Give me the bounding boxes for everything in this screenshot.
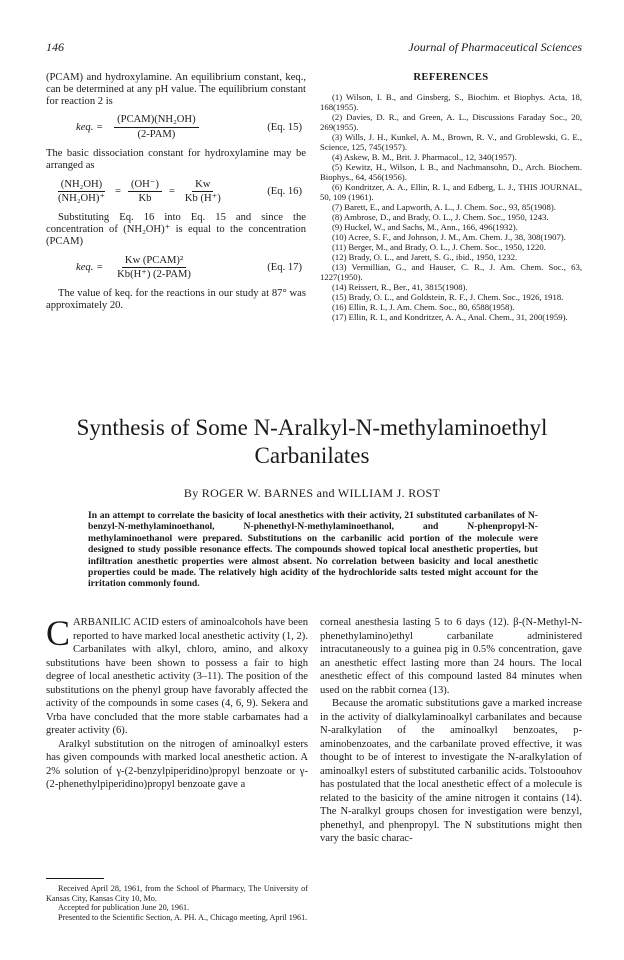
- eq16-equals-1: =: [114, 185, 121, 197]
- eq16-label: (Eq. 16): [267, 185, 302, 197]
- eq15-label: (Eq. 15): [267, 121, 302, 133]
- equation-16: [50, 179, 306, 206]
- intro-paragraph: [46, 613, 309, 738]
- aralkyl-paragraph: Aralkyl substitution on the nitrogen of aminoalkyl esters has given compounds with marked local anesthetic action. A 2% solution of γ-(2-benzylpiperidino)propyl benzoate or γ-(2-phenethylpiperidino)propyl benzoate gave a: [46, 738, 308, 790]
- eq16-fraction-2: [128, 179, 162, 206]
- references-list: [320, 92, 582, 322]
- reference-item: (4) Askew, B. M., Brit. J. Pharmacol., 12, 340(1957).: [332, 151, 517, 162]
- journal-name: Journal of Pharmaceutical Sciences: [408, 40, 582, 54]
- eq17-fraction: [114, 255, 194, 282]
- eq16-fraction-1: [55, 179, 108, 206]
- body-right-column: [320, 616, 582, 846]
- substitution-paragraph: Substituting Eq. 16 into Eq. 15 and since the concentration of (NH₂OH)⁺ is equal to the concentration (PCAM): [46, 212, 306, 247]
- eq16-num-3: Kw: [192, 179, 213, 193]
- eq16-equals-2: =: [168, 185, 175, 197]
- page-header: [46, 40, 582, 56]
- reference-item: (13) Vermillian, G., and Hauser, C. R., J. Am. Chem. Soc., 63, 1227(1950).: [320, 261, 582, 282]
- equation-15: [76, 114, 306, 141]
- small-caps-lead: ARBANILIC ACID: [73, 617, 159, 628]
- intro-text: esters of aminoalcohols have been reported to have marked local anesthetic activity (1, 2). Carbanilates with alkyl, chloro, amino, and alkoxy substitutions have been shown to possess a fair to high degree of local anesthetic activity (3–11). The position of the substitutions on the phenyl group have favorably affected the activity of the compounds in some cases (4, 6, 9). Sekera and Vrba have concluded that the more stable carbamates had a greater activity (6).: [46, 617, 309, 736]
- eq16-fraction-3: [182, 179, 224, 206]
- footnote-accepted: Accepted for publication June 20, 1961.: [58, 903, 190, 913]
- keq-value-paragraph: The value of keq. for the reactions in our study at 87° was approximately 20.: [46, 288, 306, 311]
- equation-17: [76, 255, 306, 282]
- reference-item: (8) Ambrose, D., and Brady, O. L., J. Chem. Soc., 1950, 1243.: [332, 211, 549, 222]
- reference-item: (17) Ellin, R. I., and Kondritzer, A. A., Anal. Chem., 31, 200(1959).: [332, 311, 568, 322]
- reference-item: (6) Kondritzer, A. A., Ellin, R. I., and Edberg, L. J., THIS JOURNAL, 50, 109 (1961).: [320, 181, 582, 202]
- reference-item: (2) Davies, D. R., and Green, A. L., Discussions Faraday Soc., 20, 269(1955).: [320, 111, 582, 132]
- eq15-denominator: (2-PAM): [137, 129, 176, 141]
- footnote-presented: Presented to the Scientific Section, A. PH. A., Chicago meeting, April 1961.: [58, 912, 308, 922]
- reference-item: (12) Brady, O. L., and Jarett, S. G., ibid., 1950, 1232.: [332, 251, 518, 262]
- reference-item: (14) Reissert, R., Ber., 41, 3815(1908).: [332, 281, 468, 292]
- reference-item: (1) Wilson, I. B., and Ginsberg, S., Biochim. et Biophys. Acta, 18, 168(1955).: [320, 91, 582, 112]
- eq15-numerator: (PCAM)(NH₂OH): [114, 114, 198, 128]
- eq16-num-2: (OH⁻): [128, 179, 162, 193]
- reference-item: (7) Barett, E., and Lapworth, A. L., J. Chem. Soc., 93, 85(1908).: [332, 201, 556, 212]
- eq16-den-3: Kb (H⁺): [184, 193, 221, 205]
- drop-cap: C: [46, 613, 71, 653]
- body-left-column: [46, 613, 309, 792]
- footnote-divider: [46, 878, 104, 879]
- eq17-denominator: Kb(H⁺) (2-PAM): [117, 269, 191, 281]
- eq16-num-1: (NH₂OH): [58, 179, 105, 193]
- reference-item: (15) Brady, O. L., and Goldstein, R. F., J. Chem. Soc., 1926, 1918.: [332, 291, 564, 302]
- dissociation-paragraph: The basic dissociation constant for hydroxylamine may be arranged as: [46, 147, 306, 171]
- references-section: [320, 72, 582, 322]
- previous-article-column: [46, 72, 306, 312]
- eq15-lhs: keq. =: [76, 121, 104, 133]
- equilibrium-paragraph: (PCAM) and hydroxylamine. An equilibrium constant, keq., can be determined at any pH value. The equilibrium constant for reaction 2 is: [46, 72, 306, 107]
- eq17-label: (Eq. 17): [267, 261, 302, 273]
- eq17-numerator: Kw (PCAM)²: [122, 255, 186, 269]
- page-number: 146: [46, 40, 64, 54]
- reference-item: (9) Huckel, W., and Sachs, M., Ann., 166, 496(1932).: [332, 221, 518, 232]
- eq15-fraction: [114, 114, 198, 141]
- article-abstract: In an attempt to correlate the basicity of local anesthetics with their activity, 21 substituted carbanilates of N-benzyl-N-methylaminoethanol, N-phenethyl-N-methylaminoethanol, and N-phenpropyl-N-methylaminoethanol were prepared. Substitutions on the carbanilic acid portion of the molecule were designed to study possible resonance effects. The compounds showed topical local anesthetic properties, but infiltration anesthetic properties were almost absent. No correlation between basicity and local anesthetic properties could be made. The relatively high acidity of the hydrochloride salts tested might account for the irritation commonly found.: [88, 510, 538, 590]
- footnotes: [46, 884, 308, 922]
- article-authors: By ROGER W. BARNES and WILLIAM J. ROST: [183, 486, 441, 500]
- reference-item: (10) Acree, S. F., and Johnson, J. M., Am. Chem. J., 38, 308(1907).: [332, 231, 566, 242]
- eq17-lhs: keq. =: [76, 261, 104, 273]
- reference-item: (3) Wills, J. H., Kunkel, A. M., Brown, R. V., and Groblewski, G. E., Science, 125, 745(1957).: [320, 131, 582, 152]
- reference-item: (5) Kewitz, H., Wilson, I. B., and Nachmansohn, D., Arch. Biochem. Biophys., 64, 456(1956).: [320, 161, 582, 182]
- rationale-paragraph: Because the aromatic substitutions gave a marked increase in the activity of dialkylaminoalkyl carbanilates and because N-aralkylation of the aminoalkyl benzoates, p-aminobenzoates, and the carbanilate proved effective, it was thought to be of interest to investigate the N-aralkylation of aminoalkyl esters of substituted carbanilic acids. Tolstoouhov has postulated that the local anesthetic effect of a molecule is related to the basicity of the amine nitrogen it contains (14). The N-aralkyl groups chosen for investigation were benzyl, phenethyl, and phenpropyl. The N substitutions might then vary the basic charac-: [320, 698, 582, 844]
- footnote-received: Received April 28, 1961, from the School of Pharmacy, The University of Kansas City, Kansas City 10, Mo.: [46, 884, 308, 903]
- eq16-den-1: (NH₂OH)⁺: [58, 193, 105, 205]
- references-heading: REFERENCES: [413, 72, 489, 83]
- eq16-den-2: Kb: [138, 193, 152, 205]
- article-title: Synthesis of Some N-Aralkyl-N-methylaminoethyl Carbanilates: [76, 415, 548, 468]
- reference-item: (11) Berger, M., and Brady, O. L., J. Chem. Soc., 1950, 1220.: [332, 241, 546, 252]
- corneal-paragraph: corneal anesthesia lasting 5 to 6 days (12). β-(N-Methyl-N-phenethylamino)ethyl carbanilate administered intracutaneously to a guinea pig in 0.5% concentration, gave an anesthetic effect lasting more than 24 hours. The local anesthetic effect of this compound lasted 84 minutes when used on the rabbit cornea (13).: [320, 617, 582, 696]
- reference-item: (16) Ellin, R. I., J. Am. Chem. Soc., 80, 6588(1958).: [332, 301, 515, 312]
